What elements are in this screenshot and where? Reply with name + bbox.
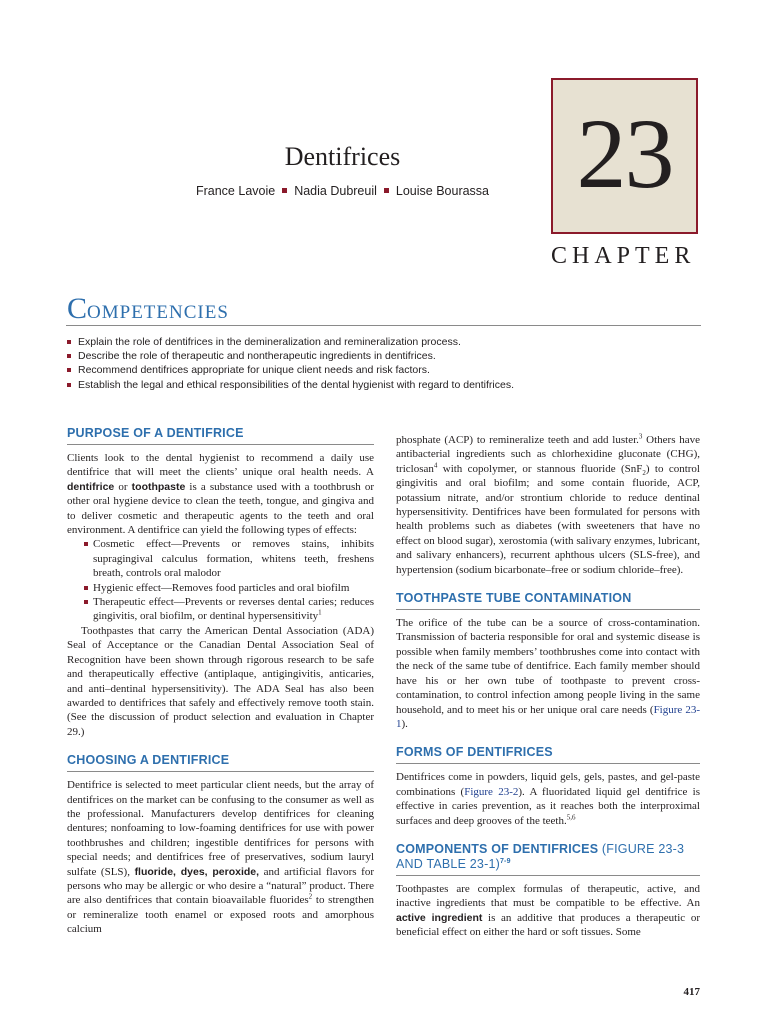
competency-item: Establish the legal and ethical responsibilities of the dental hygienist with regard to dentifrices. [66,378,514,392]
author-separator [282,188,287,193]
effect-item: Hygienic effect—Removes food particles and oral biofilm [84,581,374,595]
components-paragraph: Toothpastes are complex formulas of therapeutic, active, and inactive ingredients that must be compatible to be effective. An active ingredient is an additive that produces a therapeutic or beneficial effect on either the hard or soft tissues. Some [396,882,700,939]
competency-item: Describe the role of therapeutic and nontherapeutic ingredients in dentifrices. [66,349,514,363]
chapter-label: CHAPTER [551,243,696,269]
page-number: 417 [683,986,700,998]
section-heading-forms: FORMS OF DENTIFRICES [396,745,553,760]
effects-list [67,537,374,623]
reference-marker: 5,6 [566,812,576,821]
left-column [67,426,374,937]
figure-link[interactable]: Figure 23-2 [464,785,519,798]
reference-marker: 1 [318,608,322,617]
reference-marker: 2 [308,892,313,901]
section-rule [396,609,700,610]
purpose-paragraph: Clients look to the dental hygienist to recommend a daily use dentifrice that will meet the clients’ unique oral health needs. A dentifrice or toothpaste is a substance used with a toothbrush or other oral hygiene device to clean the teeth, tongue, and gingiva and to deliver cosmetic and therapeutic agents to the teeth and oral environment. A dentifrice can yield the following types of effects: [67,452,374,537]
section-heading-purpose: PURPOSE OF A DENTIFRICE [67,426,244,440]
competencies-rule [66,325,701,326]
forms-paragraph: Dentifrices come in powders, liquid gels, gels, pastes, and gel-paste combinations (Figure 23-2). A fluoridated liquid gel dentifrice is effective in caries prevention, as it reaches both the interproximal surfaces and deep grooves of the teeth.$^{5,6}$ [396,771,700,827]
competency-item: Explain the role of dentifrices in the demineralization and remineralization process. [66,335,514,349]
author-name: France Lavoie [195,184,276,198]
chapter-title: Dentifrices [284,142,401,171]
subscript: 2 [642,469,646,477]
reference-marker: 3 [638,432,643,441]
right-column [396,426,700,940]
contamination-paragraph: The orifice of the tube can be a source of cross-contamination. Transmission of bacteria responsible for oral and systemic disease is possible when family members’ toothbrushes come into contact with the neck of the same tube of dentifrice. Each family member should have his or her own tube of toothpaste to prevent cross-contamination, to control infection among people living in the same household, and to meet his or her unique oral care needs (Figure 23-1). [396,617,701,730]
section-rule [67,444,374,445]
term-active-ingredient: active ingredient [396,911,483,924]
reference-marker: 4 [433,461,438,470]
figure-link[interactable]: Figure 23-1 [396,703,701,730]
competencies-list [66,335,514,392]
section-heading-components: COMPONENTS OF DENTIFRICES (FIGURE 23-3 AND TABLE 23-1)$^{7-9}$ [396,841,685,871]
section-rule [396,875,700,876]
choosing-paragraph: Dentifrice is selected to meet particular client needs, but the array of dentifrices on the market can be confusing to the consumer as well as the professional. Manufacturers develop dentifrices for cleaning dentures; nonfoaming to low-foaming dentifrices for use with power toothbrushes and children; ingestible dentifrices for persons with special needs; and dentifrices free of preservatives, sodium lauryl sulfate (SLS), fluoride, dyes, peroxide, and artificial flavors for persons who may be allergic or who desire a “natural” product. There are also dentifrices that contain bioavailable fluorides$^2$ to strengthen or remineralize tooth enamel or exposed roots and amorphous calcium [67,779,374,936]
term-dentifrice: dentifrice [67,480,115,493]
section-rule [396,763,700,764]
author-name: Nadia Dubreuil [294,184,377,198]
ada-seal-paragraph: Toothpastes that carry the American Dental Association (ADA) Seal of Acceptance or the Canadian Dental Association Seal of Recognition have been shown through rigorous research to be safe and therapeutically effective (antiplaque, antigingivitis, anticaries, and anti–dentinal hypersensitivity). The ADA Seal has also been awarded to dentifrices that safely and effectively remove tooth stain. (See the discussion of product selection and evaluation in Chapter 29.) [67,624,374,738]
effect-item: Therapeutic effect—Prevents or reverses dental caries; reduces gingivitis, oral biofilm, or dentinal hypersensitivity$^1$ [84,595,374,624]
author-list [120,184,565,198]
section-rule [67,771,374,772]
author-name: Louise Bourassa [395,184,490,198]
competencies-heading: COMPETENCIES [67,292,229,325]
term-toothpaste: toothpaste [131,480,186,493]
competency-item: Recommend dentifrices appropriate for unique client needs and risk factors. [66,363,514,377]
section-heading-choosing: CHOOSING A DENTIFRICE [67,753,230,768]
term-fluoride-dyes-peroxide: fluoride, dyes, peroxide, [134,865,260,878]
chapter-number: 23 [576,98,673,209]
author-separator [384,188,389,193]
effect-item: Cosmetic effect—Prevents or removes stains, inhibits supragingival calculus formation, whitens teeth, freshens breath, controls oral malodor [84,537,374,580]
chapter-number-box [551,78,698,234]
continued-paragraph: phosphate (ACP) to remineralize teeth and add luster.$^3$ Others have antibacterial ingredients such as chlorhexidine gluconate (CHG), triclosan$^4$ with copolymer, or stannous fluoride (SnF$_2$) to control gingivitis and oral biofilm; and some contain fluoride, ACP, potassium nitrate, and/or strontium chloride to reduce dentinal hypersensitivity. Dentifrices have been formulated for persons with health problems such as diabetes (with sweeteners that have no effect on blood sugar), xerostomia (with salivary enzymes, lubricant, and salivary enhancers), recurrent aphthous ulcers (SLS-free), and hypertension (sodium bicarbonate–free or sodium chloride–free). [396,432,700,576]
section-heading-contamination: TOOTHPASTE TUBE CONTAMINATION [396,591,632,606]
